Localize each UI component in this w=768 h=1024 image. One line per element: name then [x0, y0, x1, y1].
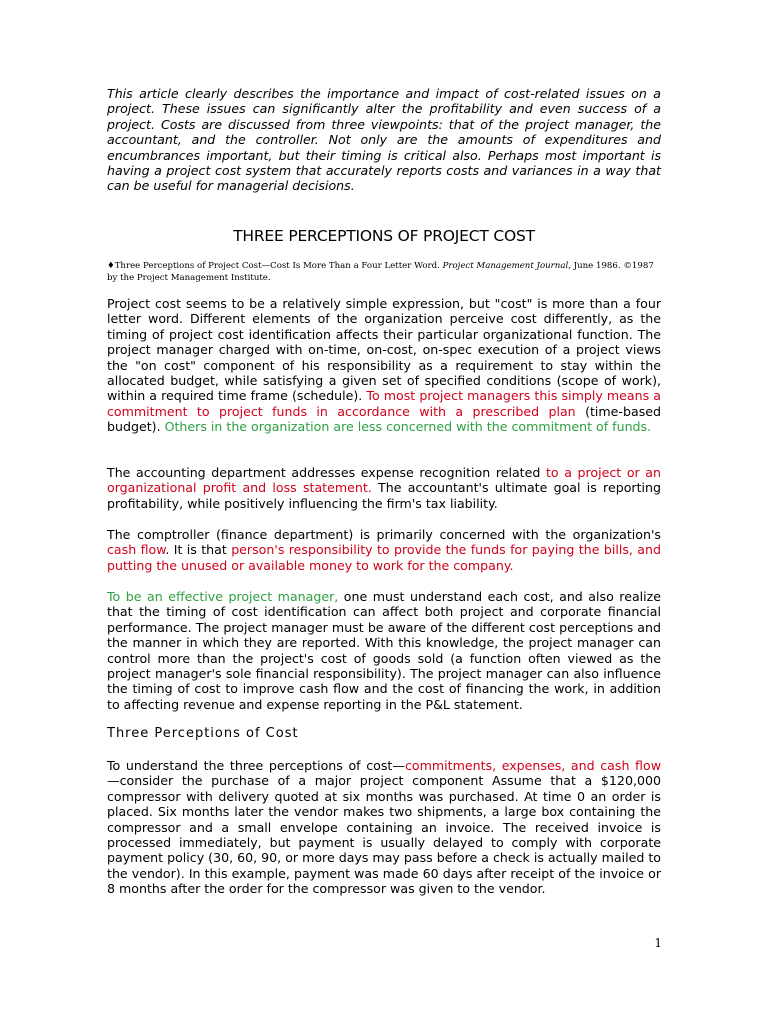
paragraph-project-cost: [107, 296, 661, 435]
citation-rest: June 1986. ©1987 by the Project Management Institute.: [107, 261, 654, 283]
paragraph-text: (time-based budget).: [107, 403, 661, 435]
page-title: THREE PERCEPTIONS OF PROJECT COST: [233, 227, 535, 245]
citation-footnote: [107, 260, 661, 284]
paragraph-text: To understand the three perceptions of cost—: [107, 758, 405, 773]
citation-journal: Project Management Journal,: [442, 261, 571, 271]
citation-main: ♦Three Perceptions of Project Cost—Cost Is More Than a Four Letter Word.: [107, 261, 443, 271]
intro-abstract: This article clearly describes the importance and impact of cost-related issues on a project. These issues can significantly alter the profitability and even success of a project. Costs are discussed from three viewpoints: that of the project manager, the accountant, and the controller. Not only are the amounts of expenditures and encumbrances important, but their timing is critical also. Perhaps most important is having a project cost system that accurately reports costs and variances in a way that can be useful for managerial decisions.: [107, 86, 661, 194]
paragraph-text: The comptroller (finance department) is primarily concerned with the organization's: [107, 527, 661, 542]
paragraph-text: The accounting department addresses expense recognition related: [107, 465, 546, 480]
highlight-green: To be an effective project manager,: [107, 589, 339, 604]
paragraph-text: . It is that: [165, 542, 232, 558]
paragraph-compressor-example: [107, 758, 661, 897]
highlight-red: commitments, expenses, and cash flow: [404, 758, 661, 773]
highlight-red: cash flow: [107, 542, 166, 558]
highlight-green: Others in the organization are less concerned with the commitment of funds.: [164, 419, 652, 435]
paragraph-text: The accountant's ultimate goal is reporting profitability, while positively influencing the firm's tax liability.: [107, 480, 661, 511]
highlight-red: To most project managers this simply means a commitment to project funds in accordance with a prescribed plan: [107, 388, 661, 419]
highlight-red: to a project or an organizational profit and loss statement.: [107, 465, 661, 496]
highlight-red: person's responsibility to provide the funds for paying the bills, and putting the unused or available money to work for the company.: [107, 542, 661, 573]
paragraph-effective-pm: [107, 589, 661, 712]
paragraph-comptroller: [107, 527, 661, 573]
paragraph-text: —consider the purchase of a major project component Assume that a $120,000 compressor with delivery quoted at six months was purchased. At time 0 an order is placed. Six months later the vendor makes two shipments, a large box containing the compressor and a small envelope containing an invoice. The received invoice is processed immediately, but payment is usually delayed to comply with corporate payment policy (30, 60, 90, or more days may pass before a check is actually mailed to the vendor). In this example, payment was made 60 days after receipt of the invoice or 8 months after the order for the compressor was given to the vendor.: [107, 773, 662, 897]
paragraph-text: Project cost seems to be a relatively simple expression, but "cost" is more than a four letter word. Different elements of the organization perceive cost differently, as the timing of project cost identification affects their particular organizational function. The project manager charged with on-time, on-cost, on-spec execution of a project views the "on cost" component of his responsibility as a requirement to stay within the allocated budget, while satisfying a given set of specified conditions (scope of work), within a required time frame (schedule).: [107, 296, 661, 404]
page-number: 1: [654, 936, 662, 950]
section-heading: Three Perceptions of Cost: [107, 726, 299, 741]
paragraph-accounting: [107, 465, 661, 511]
paragraph-text: one must understand each cost, and also realize that the timing of cost identification can affect both project and corporate financial performance. The project manager must be aware of the different cost perceptions and the manner in which they are reported. With this knowledge, the project manager can control more than the project's cost of goods sold (a function often viewed as the project manager's sole financial responsibility). The project manager can also influence the timing of cost to improve cash flow and the cost of financing the work, in addition to affecting revenue and expense reporting in the P&L statement.: [107, 589, 662, 712]
